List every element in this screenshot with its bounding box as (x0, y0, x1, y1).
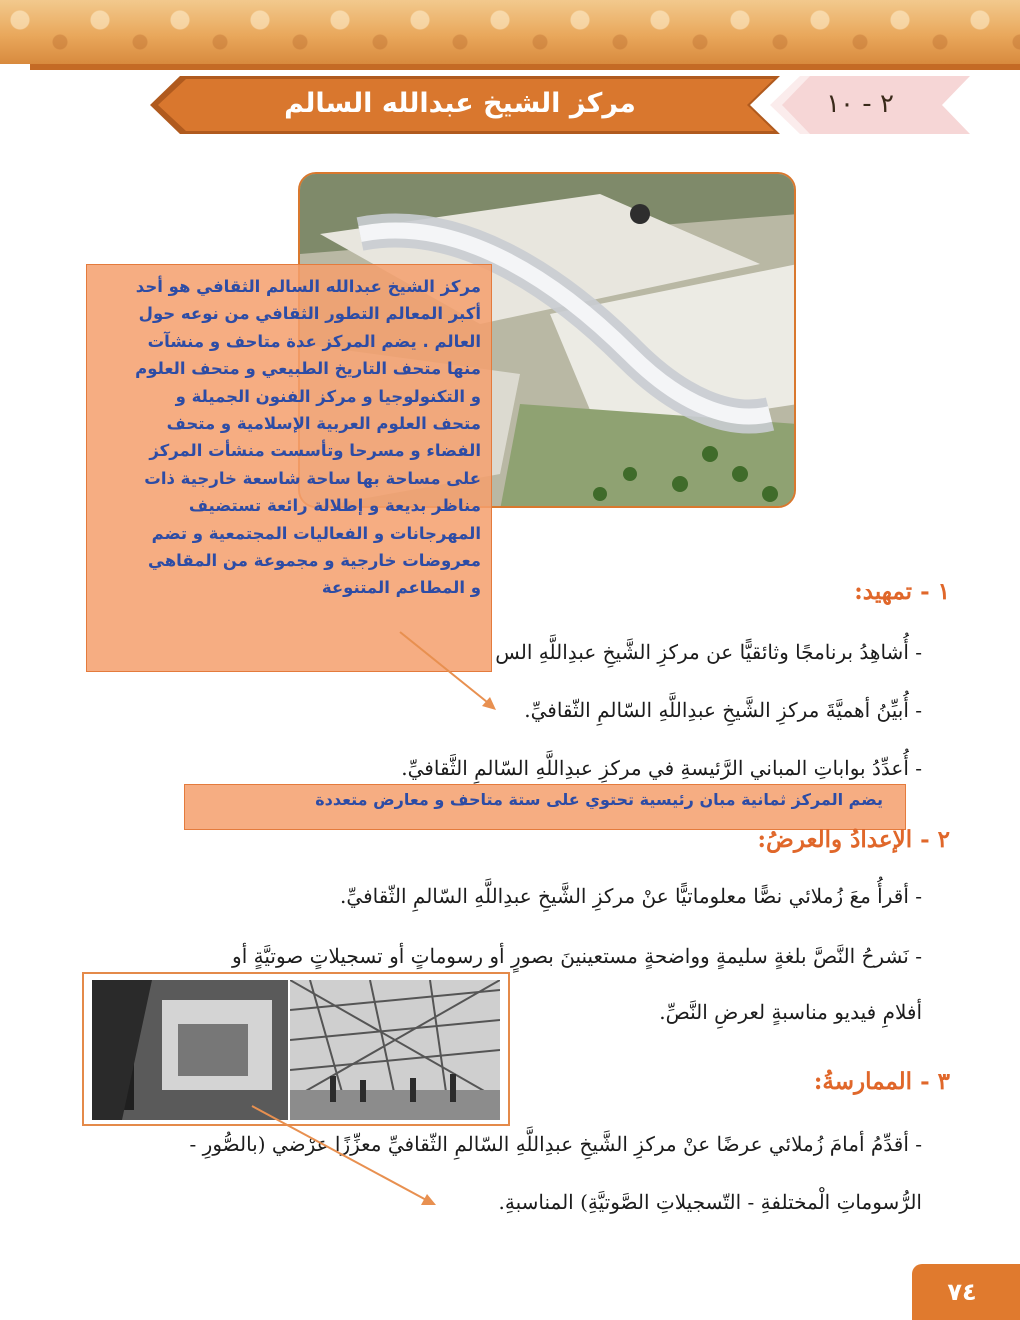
section-heading-preparation: ٢ - الإعدادُ والعرضُ: (757, 826, 950, 853)
main-buildings-callout: يضم المركز ثمانية مبان رئيسية تحتوي على ستة متاحف و معارض متعددة (184, 784, 906, 830)
callout-line: العالم . يضم المركز عدة متاحف و منشآت (147, 331, 481, 351)
intro-item-2: - أُبيِّنُ أهميَّةَ مركزِ الشَّيخِ عبدِاللَّهِ السّالمِ الثّقافيِّ. (524, 698, 922, 722)
callout-line: الفضاء و مسرحا وتأسست منشأت المركز (149, 441, 481, 461)
practice-item-1-continued: الرُّسوماتِ الْمختلفةِ - التّسجيلاتِ الصَّوتيَّةِ) المناسبةِ. (498, 1190, 922, 1214)
preparation-item-2: - نَشرحُ النَّصَّ بلغةٍ سليمةٍ وواضحةٍ مستعينينَ بصورٍ أو رسوماتٍ أو تسجيلاتٍ صوتيَّةٍ أو (232, 944, 922, 968)
page-title: مركز الشيخ عبدالله السالم الثقافي (284, 88, 636, 171)
practice-item-1: - أقدِّمُ أمامَ زُملائي عرضًا عنْ مركزِ الشَّيخِ عبدِاللَّهِ السّالمِ الثّقافيِّ معزِّزًا عرْضي (بالصُّورِ - (189, 1132, 922, 1156)
section-number: ٢ - ١٠ (826, 89, 894, 119)
callout-line: مركز الشيخ عبدالله السالم الثقافي هو أحد (135, 277, 481, 296)
callout-line: معروضات خارجية و مجموعة من المقاهي (148, 551, 481, 571)
banner-stripe (30, 64, 1020, 70)
callout-line: و التكنولوجيا و مركز الفنون الجميلة و (175, 386, 481, 406)
callout-line: المهرجانات و الفعاليات المجتمعية و تضم (151, 523, 481, 543)
section-heading-intro: ١ - تمهيد: (854, 578, 950, 605)
preparation-item-1: - أقرأُ معَ زُملائي نصًّا معلوماتيًّا عنْ مركزِ الشَّيخِ عبدِاللَّهِ السّالمِ الثّقافيِّ. (340, 884, 922, 908)
callout-line: متحف العلوم العربية الإسلامية و متحف (166, 414, 481, 434)
intro-item-3: - أُعدِّدُ بواباتِ المباني الرَّئيسةِ في مركزِ عبدِاللَّهِ السّالمِ الثَّقافيِّ. (401, 756, 922, 780)
photos-arrow-icon (240, 1098, 450, 1218)
center-description-callout (86, 264, 492, 672)
callout-line: على مساحة بها ساحة شاسعة خارجية ذات (144, 468, 481, 488)
callout-line: أكبر المعالم التطور الثقافي من نوعه حول (138, 304, 481, 324)
callout-line: و المطاعم المتنوعة (321, 578, 481, 598)
decorative-top-banner (0, 0, 1020, 64)
preparation-item-2-continued: أفلامِ فيديو مناسبةٍ لعرضِ النَّصِّ. (659, 1000, 922, 1024)
section-heading-practice: ٣ - الممارسةُ: (813, 1068, 950, 1095)
page-number: ٧٤ (947, 1278, 977, 1306)
intro-item-1: - أُشاهِدُ برنامجًا وثائقيًّا عن مركزِ الشَّيخِ عبدِاللَّهِ الس (495, 640, 922, 664)
callout-arrow-icon (380, 620, 510, 720)
callout-line: مناظر بديعة و إطلالة رائعة تستضيف (188, 496, 481, 516)
callout-line: منها متحف التاريخ الطبيعي و متحف العلوم (135, 359, 481, 379)
arabesque-pattern (0, 0, 1020, 64)
